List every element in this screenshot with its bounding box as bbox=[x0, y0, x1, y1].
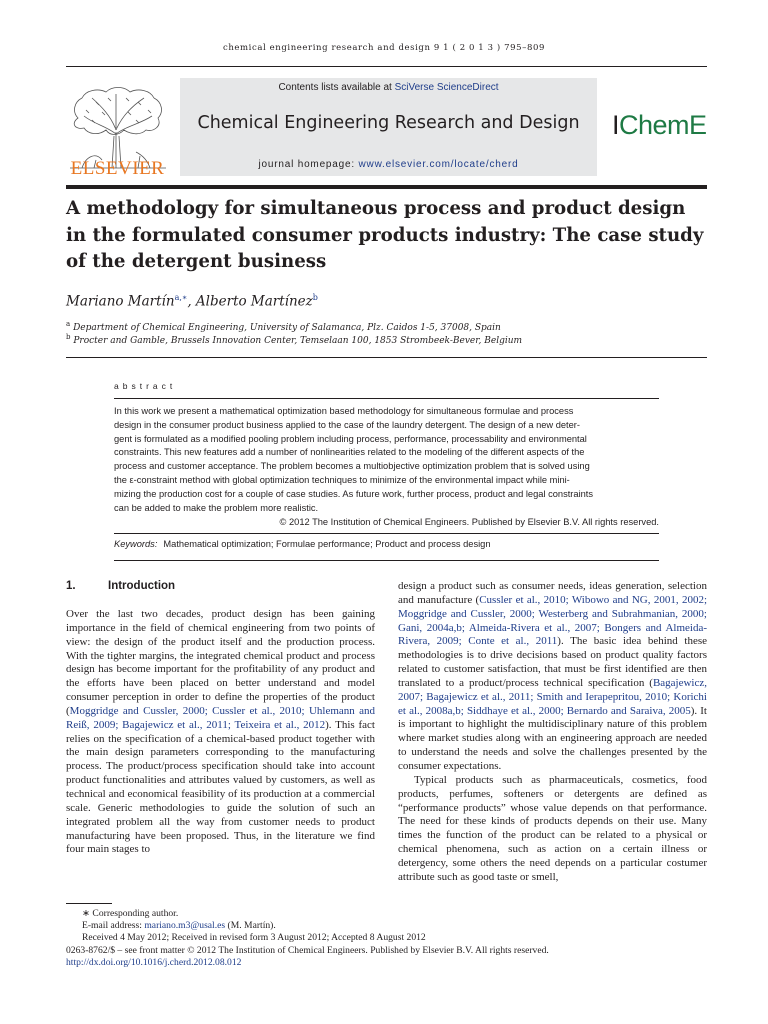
footnotes bbox=[66, 908, 707, 969]
email-label: E-mail address: bbox=[82, 920, 145, 932]
abstract-line: In this work we present a mathematical optimization based methodology for simultaneous formulae and process bbox=[114, 406, 574, 416]
section-heading bbox=[66, 580, 175, 592]
sciencedirect-link[interactable]: SciVerse ScienceDirect bbox=[394, 82, 499, 93]
affiliation-b-text: Procter and Gamble, Brussels Innovation Center, Temselaan 100, 1853 Strombeek-Bever, Belgium bbox=[73, 336, 523, 346]
email-note bbox=[66, 920, 707, 932]
keywords-text: Mathematical optimization; Formulae performance; Product and process design bbox=[163, 539, 491, 549]
received-dates: Received 4 May 2012; Received in revised form 3 August 2012; Accepted 8 August 2012 bbox=[82, 932, 426, 944]
corresponding-author-note: ∗ Corresponding author. bbox=[82, 908, 179, 919]
paragraph-text: design a product such as consumer needs, ideas generation, selection and manufacture ( bbox=[398, 580, 707, 606]
top-rule bbox=[66, 66, 707, 67]
author-separator: , bbox=[187, 293, 196, 310]
icheme-logo-bar: I bbox=[612, 110, 620, 140]
abstract-body bbox=[114, 405, 659, 515]
paragraph-text: ). The basic idea behind these methodologies is to drive decisions based on product quality factors related to customer satisfaction, that must be first identified are then translated to a product/process technical specification ( bbox=[398, 635, 707, 689]
author-1-affil-sup[interactable]: a,∗ bbox=[174, 293, 188, 302]
homepage-label: journal homepage: bbox=[258, 159, 359, 170]
homepage-line bbox=[180, 159, 597, 170]
paragraph bbox=[398, 580, 707, 774]
abstract-line: can be added to make the problem more realistic. bbox=[114, 502, 319, 513]
paragraph-text: Over the last two decades, product design has been gaining importance in the field of chemical engineering from two points of view: the design of the product itself and the production process. With the tighter margins, the integrated chemical product and process design has become important for the profitability of any product and the efforts have been placed on better understand and model consumer perception in order to define the properties of the product ( bbox=[66, 608, 375, 717]
left-column bbox=[66, 608, 375, 857]
citation-link[interactable]: Moggridge and Cussler, 2000; Cussler et al., 2010; Uhlemann and Reiß, 2009; Bagajewicz et al., 2011; Teixeira et al., 2012 bbox=[66, 704, 375, 731]
keywords-label: Keywords: bbox=[114, 539, 158, 549]
elsevier-logo-word: ELSEVIER bbox=[70, 158, 165, 179]
homepage-link[interactable]: www.elsevier.com/locate/cherd bbox=[358, 159, 519, 170]
email-suffix: (M. Martín). bbox=[225, 920, 276, 932]
abstract-copyright: © 2012 The Institution of Chemical Engineers. Published by Elsevier B.V. All rights reserved. bbox=[279, 517, 659, 527]
abstract-top-rule bbox=[114, 398, 659, 399]
author-2-affil-sup[interactable]: b bbox=[312, 293, 318, 302]
right-column bbox=[398, 580, 707, 885]
abstract-line: the ε-constraint method with global optimization techniques to minimize of the environmental impact while mini- bbox=[114, 474, 570, 485]
section-number: 1. bbox=[66, 580, 76, 592]
paragraph-text: ). This fact relies on the specification of a chemical-based product together with the main design parameters corresponding to the manufacturing process. The product/process specification should take into account product functionalities and attributes valued by customers, as well as technical and economical feasibility of its production at a commercial scale. Generic methodologies to guide the solution of such an integrated problem all the way from customer needs to product manufacturing have been proposed. Thus, in the literature we find four main stages to bbox=[66, 718, 375, 856]
author-line bbox=[66, 293, 318, 310]
author-2[interactable]: Alberto Martínez bbox=[195, 293, 313, 310]
abstract-heading: abstract bbox=[114, 381, 177, 391]
affiliation-b bbox=[66, 333, 522, 346]
icheme-logo bbox=[612, 110, 707, 141]
email-link[interactable]: mariano.m3@usal.es bbox=[144, 920, 226, 932]
affiliation-a-text: Department of Chemical Engineering, University of Salamanca, Plz. Caidos 1-5, 37008, Spain bbox=[73, 323, 501, 333]
abstract-line: design in the consumer product business applied to the case of the laundry detergent. The design of a new deter- bbox=[114, 419, 581, 430]
affiliation-b-sup: b bbox=[66, 333, 71, 341]
icheme-logo-text: ChemE bbox=[619, 110, 707, 140]
header-thick-rule bbox=[66, 185, 707, 189]
citation-link[interactable]: Cussler et al., 2010; Wibowo and NG, 2001, 2002; Moggridge and Cussler, 2000; Westerberg and Subrahmanian, 2000; Gani, 2004a,b; Almeida-Rivera et al., 2007; Bongers and Almeida-Rivera, 2009; Conte et al., 2011 bbox=[398, 593, 707, 648]
contents-prefix: Contents lists available at bbox=[278, 82, 395, 93]
doi-link[interactable]: http://dx.doi.org/10.1016/j.cherd.2012.08.012 bbox=[66, 956, 242, 968]
keywords-line bbox=[114, 539, 491, 549]
journal-title: Chemical Engineering Research and Design bbox=[197, 113, 580, 133]
affiliation-rule bbox=[66, 357, 707, 358]
paragraph bbox=[66, 608, 375, 857]
citation-link[interactable]: Bagajewicz, 2007; Bagajewicz et al., 2011; Smith and Ierapepritou, 2010; Korichi et al., 2008a,b; Siddhaye et al., 2000; Bernardo and Saraiva, 2005 bbox=[398, 676, 707, 717]
abstract-line: process and customer acceptance. The problem becomes a multiobjective optimization problem that is solved using bbox=[114, 461, 590, 472]
paragraph-text: ). It is important to highlight the multidisciplinary nature of this problem where market studies along with an engineering approach are needed to understand the needs and solve the challenges presented by the consumer expectations. bbox=[398, 704, 707, 772]
abstract-bottom-rule bbox=[114, 560, 659, 561]
affiliation-a bbox=[66, 320, 501, 333]
abstract-line: mizing the production cost for a couple of case studies. As future work, further process, product and legal constraints bbox=[114, 488, 594, 499]
author-1[interactable]: Mariano Martín bbox=[66, 293, 175, 310]
abstract-line: constraints. This new features add a number of nonlinearities related to the modeling of the different aspects of the bbox=[114, 447, 585, 458]
paragraph: Typical products such as pharmaceuticals, cosmetics, food products, perfumes, softeners or detergents are defined as “performance products” whose value depends on that performance. The need for these kinds of products depends on their use. Many times the function of the product can be related to a physical or chemical phenomena, such as action on a certain illness or detergency, some others the need depends on a particular costumer attribute such as good taste or smell, bbox=[398, 773, 707, 883]
contents-line bbox=[180, 82, 597, 93]
abstract-line: gent is formulated as a modified pooling problem including process, performance, processability and environmental bbox=[114, 433, 587, 444]
article-title: A methodology for simultaneous process and product design in the formulated consumer products industry: The case study of the detergent business bbox=[66, 198, 704, 272]
section-title: Introduction bbox=[108, 580, 176, 592]
abstract-mid-rule bbox=[114, 533, 659, 534]
footnote-rule bbox=[66, 903, 112, 904]
running-head: chemical engineering research and design 9 1 ( 2 0 1 3 ) 795–809 bbox=[222, 43, 546, 53]
affiliation-a-sup: a bbox=[66, 320, 71, 328]
front-matter-note: 0263-8762/$ – see front matter © 2012 The Institution of Chemical Engineers. Published by Elsevier B.V. All rights reserved. bbox=[66, 944, 549, 956]
